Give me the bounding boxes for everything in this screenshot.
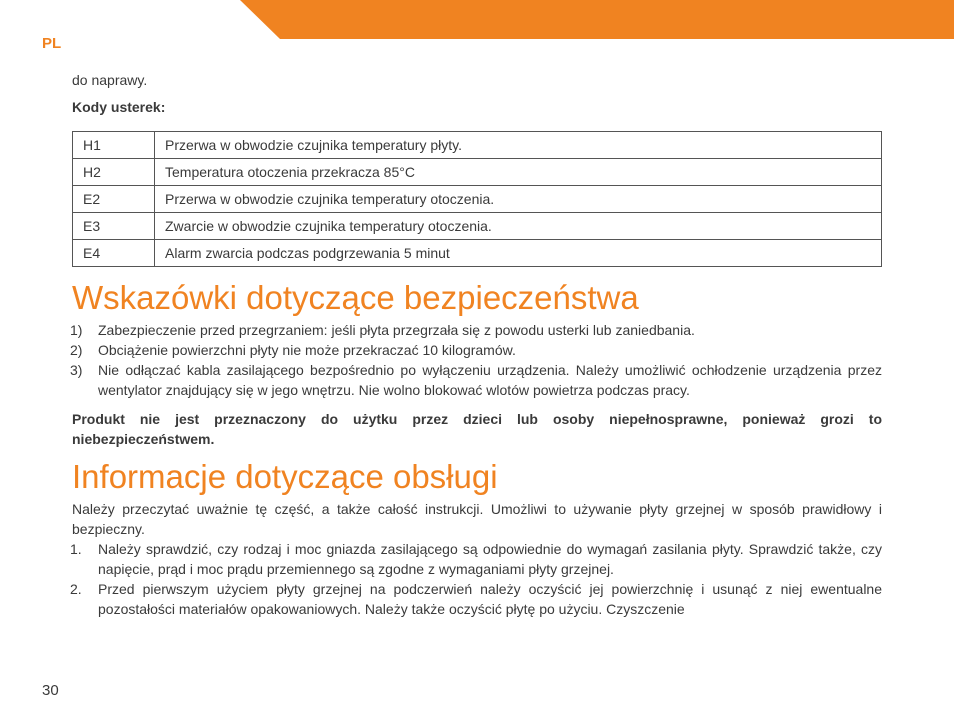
operation-heading: Informacje dotyczące obsługi xyxy=(72,458,498,495)
table-row xyxy=(73,186,882,213)
list-item-number: 2. xyxy=(70,581,82,597)
list-item xyxy=(72,320,882,340)
table-row xyxy=(73,240,882,267)
list-item-text: Obciążenie powierzchni płyty nie może przekraczać 10 kilogramów. xyxy=(98,342,516,358)
list-item-text: Należy sprawdzić, czy rodzaj i moc gniazda zasilającego są odpowiednie do wymagań zasilania płyty. Sprawdzić także, czy napięcie, prąd i moc prądu przemiennego są zgodne z wymaganiami płyty grzejnej. xyxy=(98,541,882,577)
error-codes-table xyxy=(72,131,882,267)
continuation-text: do naprawy. xyxy=(72,72,148,88)
list-item xyxy=(72,340,882,360)
list-item-text: Zabezpieczenie przed przegrzaniem: jeśli płyta przegrzała się z powodu usterki lub zaniedbania. xyxy=(98,322,695,338)
list-item xyxy=(72,579,882,619)
error-description: Temperatura otoczenia przekracza 85°C xyxy=(155,159,882,186)
list-item-number: 1) xyxy=(70,322,83,338)
error-code: H1 xyxy=(73,132,155,159)
page-content xyxy=(72,70,882,619)
list-item-text: Nie odłączać kabla zasilającego bezpośrednio po wyłączeniu urządzenia. Należy umożliwić ochłodzenie urządzenia przez wentylator znajdujący się w jego wnętrzu. Nie wolno blokować wlotów powietrza podczas pracy. xyxy=(98,362,882,398)
header-accent-band xyxy=(240,0,954,39)
error-description: Przerwa w obwodzie czujnika temperatury otoczenia. xyxy=(155,186,882,213)
safety-list xyxy=(72,320,882,400)
error-code: E3 xyxy=(73,213,155,240)
list-item-number: 1. xyxy=(70,541,82,557)
table-row xyxy=(73,132,882,159)
list-item-number: 3) xyxy=(70,362,83,378)
error-description: Alarm zwarcia podczas podgrzewania 5 minut xyxy=(155,240,882,267)
language-label: PL xyxy=(42,35,62,52)
list-item xyxy=(72,360,882,400)
page-number: 30 xyxy=(42,682,59,699)
table-row xyxy=(73,213,882,240)
error-code: H2 xyxy=(73,159,155,186)
safety-heading: Wskazówki dotyczące bezpieczeństwa xyxy=(72,279,639,316)
codes-title: Kody usterek: xyxy=(72,99,166,115)
error-code: E4 xyxy=(73,240,155,267)
list-item-number: 2) xyxy=(70,342,83,358)
list-item xyxy=(72,539,882,579)
error-code: E2 xyxy=(73,186,155,213)
list-item-text: Przed pierwszym użyciem płyty grzejnej na podczerwień należy oczyścić jej powierzchnię i usunąć z niej ewentualne pozostałości materiałów opakowaniowych. Należy także oczyścić płytę po użyciu. Czyszczenie xyxy=(98,581,882,617)
table-row xyxy=(73,159,882,186)
operation-intro: Należy przeczytać uważnie tę część, a także całość instrukcji. Umożliwi to używanie płyty grzejnej w sposób prawidłowy i bezpieczny. xyxy=(72,501,882,537)
safety-warning: Produkt nie jest przeznaczony do użytku przez dzieci lub osoby niepełnosprawne, ponieważ grozi to niebezpieczeństwem. xyxy=(72,411,882,447)
error-description: Przerwa w obwodzie czujnika temperatury płyty. xyxy=(155,132,882,159)
operation-list xyxy=(72,539,882,619)
error-description: Zwarcie w obwodzie czujnika temperatury otoczenia. xyxy=(155,213,882,240)
